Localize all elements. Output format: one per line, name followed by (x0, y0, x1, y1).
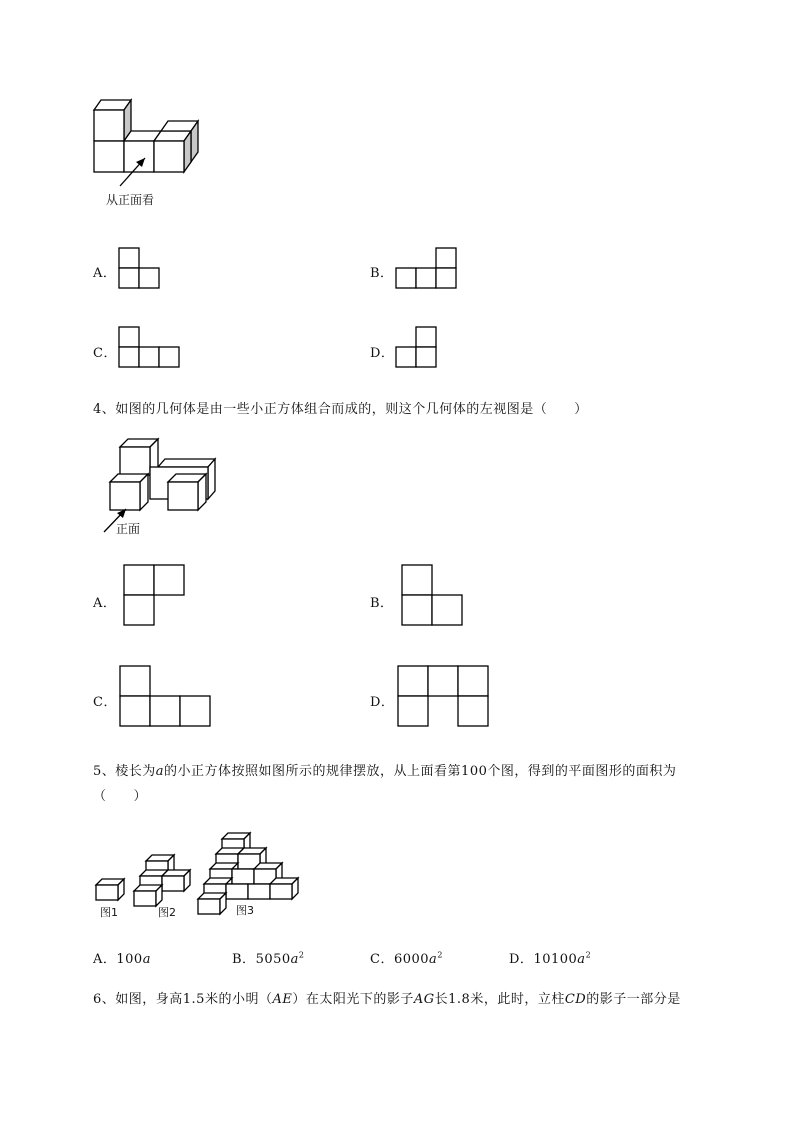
q4-figure-caption: 正面 (116, 522, 141, 536)
q3-option-d-figure (396, 327, 438, 369)
q3-option-b-label[interactable]: B． (370, 266, 394, 281)
q5-figures (94, 830, 294, 920)
q5-figure-2 (134, 855, 190, 906)
q5-figure-1-label: 图1 (100, 906, 118, 919)
q3-option-c-figure (119, 327, 181, 369)
q5-option-a-number: 100 (116, 952, 143, 967)
q3-figure-caption: 从正面看 (106, 193, 155, 207)
q6-stem-part4: 的影子一部分是 (586, 992, 681, 1007)
q5-option-b-number: 5050 (255, 952, 291, 967)
q5-option-d-label: D． (509, 952, 534, 967)
q4-option-b-label[interactable]: B． (370, 596, 394, 611)
q5-option-a-label: A． (93, 952, 117, 967)
q5-option-c-variable: a (429, 952, 438, 967)
q5-option-a[interactable] (93, 948, 151, 967)
q4-option-a-label[interactable]: A． (93, 596, 117, 611)
q5-option-c-exponent: 2 (437, 950, 443, 960)
q5-option-c-number: 6000 (393, 952, 430, 967)
q5-option-d-number: 10100 (533, 952, 578, 967)
q5-figure-2-label: 图2 (158, 906, 176, 919)
q5-stem (93, 760, 676, 779)
q3-solid-figure (90, 98, 210, 178)
q4-option-c-label[interactable]: C． (93, 695, 117, 710)
q5-option-b[interactable] (232, 948, 305, 967)
q5-option-c-label: C． (370, 952, 394, 967)
q5-option-d-variable: a (577, 952, 586, 967)
q5-stem-variable: a (155, 764, 165, 779)
q5-option-b-exponent: 2 (298, 950, 305, 960)
q5-option-b-label: B． (232, 952, 256, 967)
q5-figure-3-label: 图3 (236, 904, 254, 917)
q4-stem: 4、如图的几何体是由一些小正方体组合而成的，则这个几何体的左视图是（ ） (93, 402, 588, 417)
q5-option-d[interactable] (509, 948, 591, 967)
q5-option-d-exponent: 2 (585, 950, 592, 960)
q3-option-a-figure (119, 248, 161, 290)
q5-option-c[interactable] (370, 948, 443, 967)
q6-var-ag: AG (413, 992, 435, 1007)
q4-option-b-figure (402, 565, 466, 629)
q3-option-b-figure (396, 248, 458, 290)
q5-stem-line2: （ ） (93, 789, 148, 804)
q3-option-d-label[interactable]: D． (370, 346, 395, 361)
q6-stem (93, 988, 681, 1007)
q4-option-c-figure (120, 666, 214, 730)
q5-option-b-variable: a (290, 952, 299, 967)
q6-var-cd: CD (564, 992, 587, 1007)
q5-option-a-variable: a (142, 952, 151, 967)
q6-stem-part3: 长1.8米，此时，立柱 (434, 992, 565, 1007)
q3-option-a-label[interactable]: A． (93, 266, 117, 281)
q5-stem-part1: 5、棱长为 (93, 764, 156, 779)
q6-stem-part2: ）在太阳光下的影子 (292, 992, 414, 1007)
q6-var-ae: AE (272, 992, 293, 1007)
q5-figure-1 (96, 879, 124, 900)
q6-stem-part1: 6、如图，身高1.5米的小明（ (93, 992, 273, 1007)
q4-option-d-figure (398, 666, 492, 730)
q4-option-a-figure (124, 565, 188, 629)
q5-stem-part2: 的小正方体按照如图所示的规律摆放，从上面看第100个图，得到的平面图形的面积为 (164, 764, 677, 779)
q3-option-c-label[interactable]: C． (93, 346, 117, 361)
q4-option-d-label[interactable]: D． (370, 695, 395, 710)
